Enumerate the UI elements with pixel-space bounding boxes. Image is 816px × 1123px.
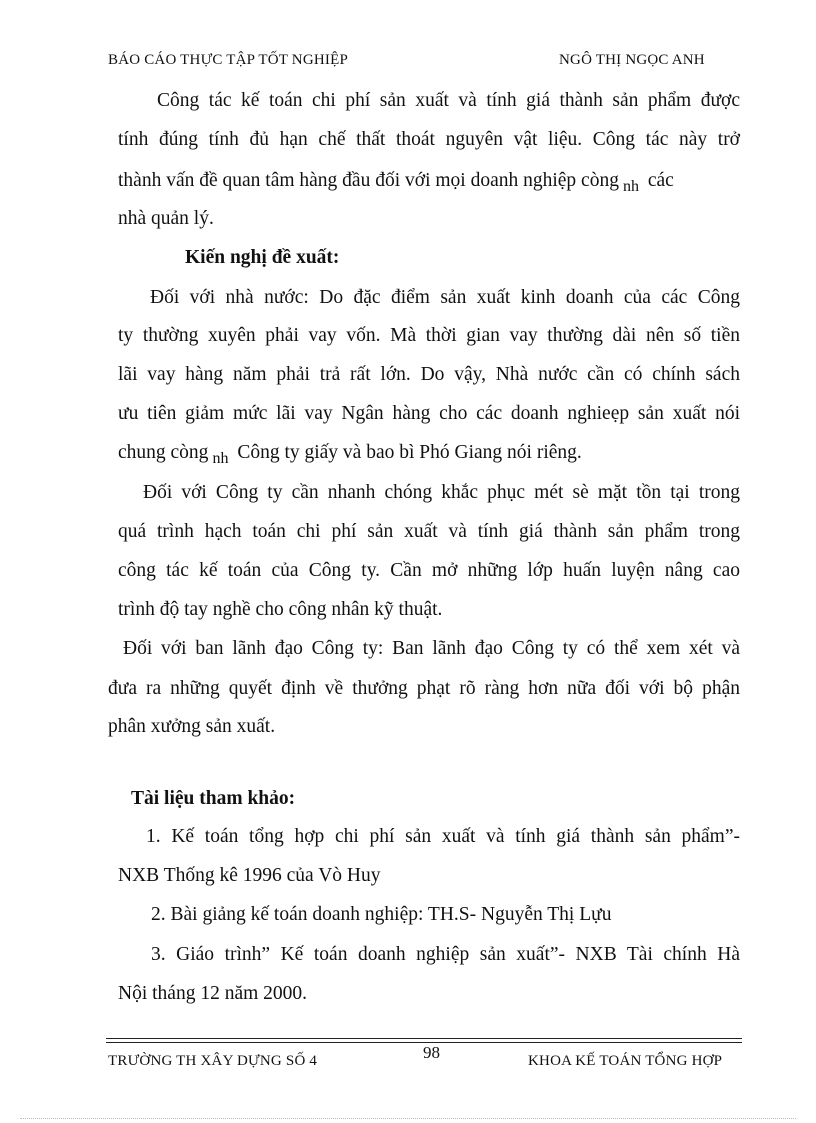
footer-department-name: KHOA KẾ TOÁN TỔNG HỢP (528, 1053, 723, 1069)
paragraph-line: Đối với Công ty cần nhanh chóng khắc phục mét sè mặt tồn tại trong (143, 482, 740, 503)
header-author-name: NGÔ THỊ NGỌC ANH (559, 52, 705, 68)
header-report-title: BÁO CÁO THỰC TẬP TỐT NGHIỆP (108, 52, 348, 68)
paragraph-line: Đối với nhà nước: Do đặc điểm sản xuất kinh doanh của các Công (150, 287, 740, 308)
paragraph-line: công tác kế toán của Công ty. Cần mở những lớp huấn luyện nâng cao (118, 560, 740, 581)
paragraph-line: đưa ra những quyết định về thưởng phạt rõ ràng hơn nữa đối với bộ phận (108, 678, 740, 699)
paragraph-line: Công tác kế toán chi phí sản xuất và tính giá thành sản phẩm được (157, 90, 740, 111)
reference-item: 3. Giáo trình” Kế toán doanh nghiệp sản xuất”- NXB Tài chính Hà (151, 944, 740, 965)
paragraph-line: Đối với ban lãnh đạo Công ty: Ban lãnh đạo Công ty có thể xem xét và (123, 638, 740, 659)
line-text: thành vấn đề quan tâm hàng đầu đối với mọi doanh nghiệp còng (118, 170, 619, 191)
reference-item-continuation: NXB Thống kê 1996 của Vò Huy (118, 865, 381, 886)
line-text: các (647, 170, 674, 191)
paragraph-line: nhà quản lý. (118, 208, 214, 229)
paragraph-line (118, 168, 674, 195)
section-heading-references: Tài liệu tham khảo: (131, 788, 296, 809)
line-text: Công ty giấy và bao bì Phó Giang nói riêng. (237, 442, 582, 463)
paragraph-line: tính đúng tính đủ hạn chế thất thoát nguyên vật liệu. Công tác này trở (118, 129, 740, 150)
paragraph-line: quá trình hạch toán chi phí sản xuất và tính giá thành sản phẩm trong (118, 521, 740, 542)
paragraph-line: lãi vay hàng năm phải trả rất lớn. Do vậy, Nhà nước cần có chính sách (118, 364, 740, 385)
reference-item-continuation: Nội tháng 12 năm 2000. (118, 983, 308, 1004)
page-bottom-divider (20, 1118, 796, 1119)
paragraph-line (118, 440, 582, 467)
footer-school-name: TRƯỜNG TH XÂY DỰNG SỐ 4 (108, 1053, 318, 1069)
section-heading-recommendations: Kiến nghị đề xuất: (185, 247, 340, 268)
page-number: 98 (423, 1043, 440, 1062)
footer-rule-top (106, 1038, 742, 1039)
subscript-text: nh (212, 450, 229, 467)
reference-item: 1. Kế toán tổng hợp chi phí sản xuất và tính giá thành sản phẩm”- (146, 826, 740, 847)
reference-item: 2. Bài giảng kế toán doanh nghiệp: TH.S- Nguyễn Thị Lựu (151, 904, 612, 925)
subscript-text: nh (622, 178, 639, 195)
line-text: chung còng (118, 442, 209, 463)
paragraph-line: phân xưởng sản xuất. (108, 716, 276, 737)
paragraph-line: ưu tiên giảm mức lãi vay Ngân hàng cho các doanh nghieẹp sản xuất nói (118, 403, 740, 424)
paragraph-line: ty thường xuyên phải vay vốn. Mà thời gian vay thường dài nên số tiền (118, 325, 740, 346)
paragraph-line: trình độ tay nghề cho công nhân kỹ thuật. (118, 599, 443, 620)
